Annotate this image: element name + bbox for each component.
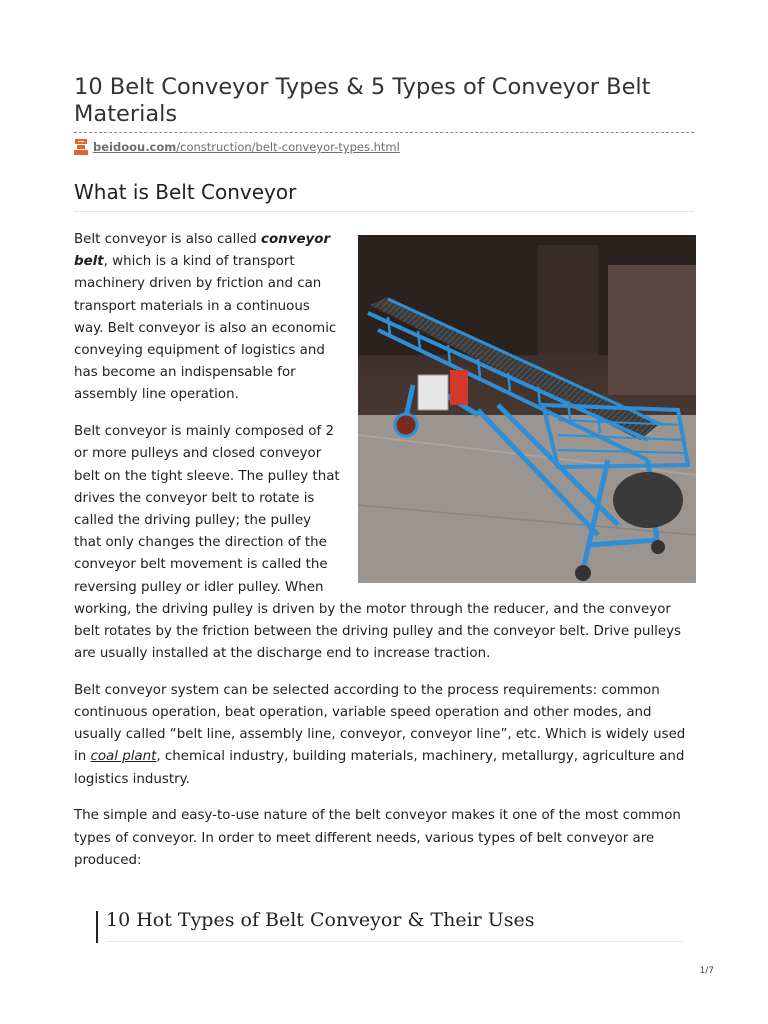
title-divider bbox=[74, 132, 694, 133]
site-favicon-icon bbox=[74, 139, 88, 155]
sub-heading-accent-bar bbox=[96, 911, 98, 943]
source-domain[interactable]: beidoou.com bbox=[93, 140, 177, 154]
paragraph-composition: Belt conveyor is mainly composed of 2 or more pulleys and closed conveyor belt on the tight sleeve. The pulley that drives the conveyor belt to rotate is called the driving pulley; the pulley that only changes the direction of the conveyor belt movement is called the reversing pulley or idler pulley. When working, the driving pulley is driven by the motor through the reducer, and the conveyor belt rotates by the friction between the driving pulley and the conveyor belt. Drive pulleys are usually installed at the discharge end to increase traction. bbox=[74, 424, 682, 662]
paragraph-applications bbox=[74, 680, 696, 791]
sub-heading: 10 Hot Types of Belt Conveyor & Their Uses bbox=[106, 909, 535, 931]
belt-conveyor-photo bbox=[358, 235, 696, 583]
page-number: 1/7 bbox=[699, 966, 714, 976]
article-body bbox=[74, 229, 696, 886]
paragraph-intro-after: , which is a kind of transport machinery driven by friction and can transport materials in a continuous way. Belt conveyor is also an economic conveying equipment of logistics and has become an indispensable for assembly line operation. bbox=[74, 254, 337, 403]
source-link[interactable] bbox=[74, 138, 400, 156]
paragraph-applications-after: , chemical industry, building materials, machinery, metallurgy, agriculture and logistics industry. bbox=[74, 749, 685, 787]
page-title: 10 Belt Conveyor Types & 5 Types of Conveyor Belt Materials bbox=[74, 74, 651, 127]
paragraph-types-intro: The simple and easy-to-use nature of the belt conveyor makes it one of the most common types of conveyor. In order to meet different needs, various types of belt conveyor are produced: bbox=[74, 808, 681, 868]
coal-plant-link[interactable]: coal plant bbox=[90, 749, 157, 765]
sub-heading-block bbox=[96, 908, 686, 942]
paragraph-applications-before: Belt conveyor system can be selected according to the process requirements: common continuous operation, beat operation, variable speed operation and other modes, and usually called “belt line, assembly line, conveyor, conveyor line”, etc. Which is widely used in bbox=[74, 682, 686, 765]
term-conveyor-belt: conveyor belt bbox=[74, 232, 331, 270]
paragraph-intro-before: Belt conveyor is also called bbox=[74, 232, 262, 247]
section-heading: What is Belt Conveyor bbox=[74, 180, 297, 204]
source-path[interactable]: /construction/belt-conveyor-types.html bbox=[176, 140, 400, 154]
sub-heading-divider bbox=[106, 941, 684, 942]
section-divider bbox=[74, 211, 694, 212]
